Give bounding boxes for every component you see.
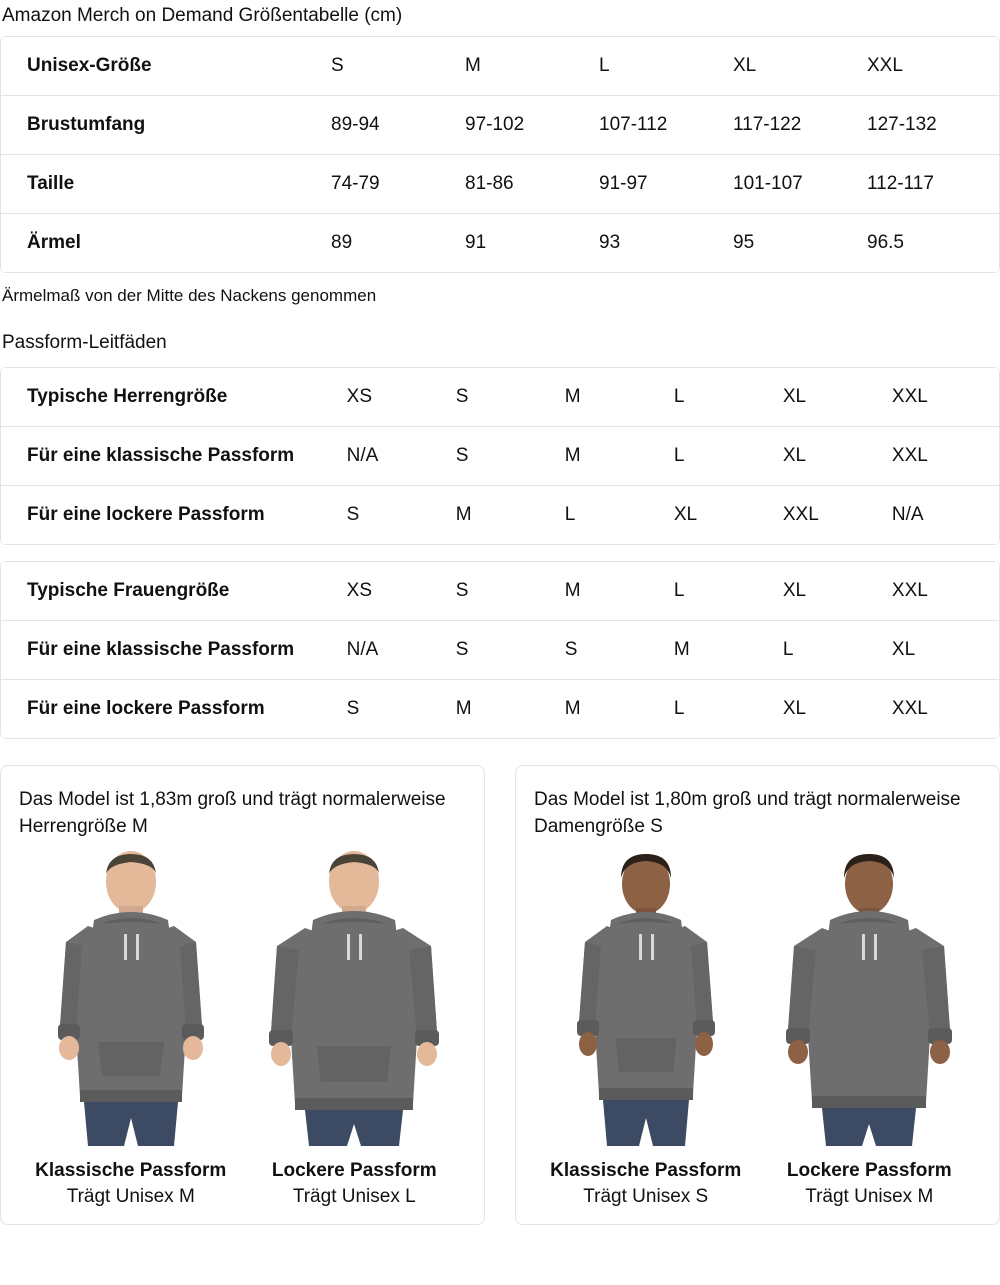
table-cell: L [783, 621, 892, 680]
table-cell: L [674, 680, 783, 739]
table-cell: XXL [892, 680, 1000, 739]
row-header: Für eine lockere Passform [1, 680, 347, 739]
table-cell: S [456, 562, 565, 621]
sleeve-measurement-note: Ärmelmaß von der Mitte des Nackens genommen [2, 286, 377, 305]
table-row [1, 96, 1000, 155]
table-cell: M [456, 680, 565, 739]
fit-subtitle: Trägt Unisex M [66, 1186, 195, 1207]
table-cell: 81-86 [465, 155, 599, 214]
table-cell: 97-102 [465, 96, 599, 155]
male-classic-fit-label [26, 1158, 236, 1210]
fit-title: Klassische Passform [35, 1160, 227, 1181]
page-title: Amazon Merch on Demand Größentabelle (cm) [2, 5, 403, 26]
table-cell: 95 [733, 214, 867, 273]
row-header: Brustumfang [1, 96, 331, 155]
table-row [1, 37, 1000, 96]
table-cell: L [674, 427, 783, 486]
row-header: Taille [1, 155, 331, 214]
fit-title: Lockere Passform [271, 1160, 437, 1181]
fit-title: Klassische Passform [550, 1160, 742, 1181]
female-relaxed-fit-illustration [764, 846, 974, 1146]
fit-title: Lockere Passform [786, 1160, 952, 1181]
table-row [1, 155, 1000, 214]
fit-subtitle: Trägt Unisex L [292, 1186, 416, 1207]
table-cell: 107-112 [599, 96, 733, 155]
male-relaxed-fit-label [249, 1158, 459, 1210]
table-cell: 127-132 [867, 96, 1000, 155]
male-model-card [0, 765, 485, 1225]
table-cell: XS [347, 368, 456, 427]
table-cell: L [674, 368, 783, 427]
unisex-size-table-wrapper [0, 36, 1000, 273]
table-row [1, 621, 1000, 680]
table-row [1, 427, 1000, 486]
female-model-card [515, 765, 1000, 1225]
female-figure-labels [534, 1158, 981, 1210]
womens-fit-table-wrapper [0, 561, 1000, 739]
table-cell: XS [347, 562, 456, 621]
fit-subtitle: Trägt Unisex M [805, 1186, 934, 1207]
table-cell: S [456, 368, 565, 427]
table-cell: 101-107 [733, 155, 867, 214]
table-cell: XXL [892, 368, 1000, 427]
mens-fit-table-wrapper [0, 367, 1000, 545]
table-row [1, 486, 1000, 545]
table-cell: M [565, 680, 674, 739]
table-cell: 93 [599, 214, 733, 273]
table-cell: 96.5 [867, 214, 1000, 273]
table-cell: 91-97 [599, 155, 733, 214]
female-figures [534, 846, 981, 1146]
table-cell: L [565, 486, 674, 545]
table-cell: XXL [783, 486, 892, 545]
row-header: Unisex-Größe [1, 37, 331, 96]
table-cell: S [347, 486, 456, 545]
row-header: Für eine klassische Passform [1, 621, 347, 680]
male-relaxed-fit-illustration [249, 846, 459, 1146]
fit-guides-label: Passform-Leitfäden [2, 332, 167, 353]
table-cell: XL [783, 680, 892, 739]
table-cell: N/A [347, 427, 456, 486]
table-cell: 112-117 [867, 155, 1000, 214]
table-cell: M [565, 427, 674, 486]
table-cell: M [465, 37, 599, 96]
table-cell: L [674, 562, 783, 621]
table-cell: M [565, 368, 674, 427]
table-spacer [0, 545, 1000, 561]
table-cell: N/A [347, 621, 456, 680]
table-cell: M [565, 562, 674, 621]
table-cell: N/A [892, 486, 1000, 545]
row-header: Für eine lockere Passform [1, 486, 347, 545]
table-cell: XL [892, 621, 1000, 680]
table-cell: XXL [867, 37, 1000, 96]
table-cell: S [331, 37, 465, 96]
table-cell: XL [674, 486, 783, 545]
male-figures [19, 846, 466, 1146]
table-cell: 91 [465, 214, 599, 273]
table-cell: 74-79 [331, 155, 465, 214]
table-cell: 117-122 [733, 96, 867, 155]
table-cell: XL [783, 562, 892, 621]
male-classic-fit-illustration [26, 846, 236, 1146]
table-cell: S [456, 621, 565, 680]
table-cell: XL [733, 37, 867, 96]
row-header: Ärmel [1, 214, 331, 273]
table-cell: S [347, 680, 456, 739]
table-cell: S [456, 427, 565, 486]
table-row [1, 214, 1000, 273]
model-cards [0, 765, 1000, 1225]
table-cell: XL [783, 368, 892, 427]
table-cell: M [674, 621, 783, 680]
table-cell: XXL [892, 562, 1000, 621]
table-row [1, 680, 1000, 739]
table-cell: 89 [331, 214, 465, 273]
table-cell: S [565, 621, 674, 680]
unisex-size-table [1, 36, 1000, 273]
female-classic-fit-illustration [541, 846, 751, 1146]
fit-subtitle: Trägt Unisex S [583, 1186, 709, 1207]
female-model-caption: Das Model ist 1,80m groß und trägt normalerweise Damengröße S [534, 789, 961, 837]
male-figure-labels [19, 1158, 466, 1210]
female-classic-fit-label [541, 1158, 751, 1210]
table-cell: M [456, 486, 565, 545]
table-row [1, 368, 1000, 427]
row-header: Für eine klassische Passform [1, 427, 347, 486]
male-model-caption: Das Model ist 1,83m groß und trägt normalerweise Herrengröße M [19, 789, 446, 837]
table-row [1, 562, 1000, 621]
table-cell: L [599, 37, 733, 96]
mens-fit-table [1, 367, 1000, 545]
table-cell: 89-94 [331, 96, 465, 155]
table-cell: XL [783, 427, 892, 486]
table-cell: XXL [892, 427, 1000, 486]
row-header: Typische Herrengröße [1, 368, 347, 427]
row-header: Typische Frauengröße [1, 562, 347, 621]
womens-fit-table [1, 561, 1000, 739]
female-relaxed-fit-label [764, 1158, 974, 1210]
